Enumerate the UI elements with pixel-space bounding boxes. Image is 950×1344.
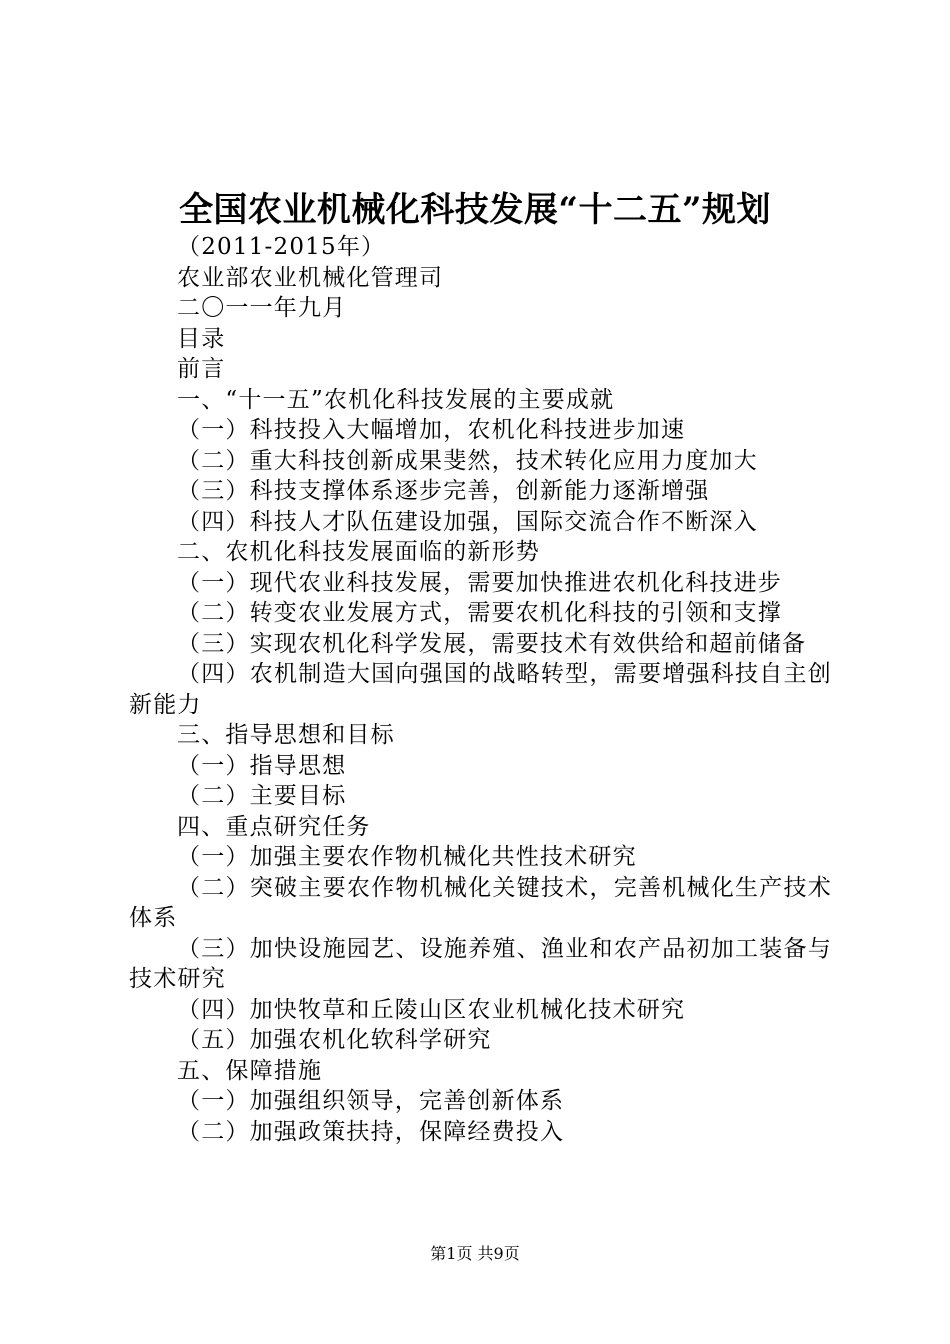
toc-item: 五、保障措施 (177, 1057, 323, 1084)
toc-item: （三）科技支撑体系逐步完善，创新能力逐渐增强 (177, 478, 710, 504)
toc-item: （三）实现农机化科学发展，需要技术有效供给和超前储备 (177, 630, 807, 657)
toc-item: （一）加强组织领导，完善创新体系 (177, 1088, 565, 1114)
toc-item: 前言 (177, 356, 226, 382)
toc-item: （一）科技投入大幅增加，农机化科技进步加速 (177, 417, 686, 443)
toc-item: （一）加强主要农作物机械化共性技术研究 (177, 844, 637, 870)
toc-item: （一）现代农业科技发展，需要加快推进农机化科技进步 (177, 569, 782, 596)
toc-item: （二）主要目标 (177, 783, 347, 809)
toc-item: （四）加快牧草和丘陵山区农业机械化技术研究 (177, 996, 686, 1023)
toc-item: （二）突破主要农作物机械化关键技术，完善机械化生产技术体系 (129, 874, 832, 931)
toc-item: （一）指导思想 (177, 752, 347, 779)
toc-item: （二）加强政策扶持，保障经费投入 (177, 1118, 565, 1145)
page-footer: 第1页 共9页 (430, 1244, 520, 1263)
toc-heading: 目录 (177, 325, 226, 352)
toc-item: 三、指导思想和目标 (177, 722, 395, 748)
toc-item: （三）加快设施园艺、设施养殖、渔业和农产品初加工装备与技术研究 (129, 935, 832, 992)
toc-item: （二）重大科技创新成果斐然，技术转化应用力度加大 (177, 447, 758, 474)
date-range: （2011-2015年） (177, 234, 386, 260)
document-body (129, 232, 832, 1147)
toc-item: 一、“十一五”农机化科技发展的主要成就 (177, 386, 615, 413)
toc-item: （四）科技人才队伍建设加强，国际交流合作不断深入 (177, 508, 758, 535)
document-title: 全国农业机械化科技发展“十二五”规划 (178, 190, 772, 230)
toc-item: （二）转变农业发展方式，需要农机化科技的引领和支撑 (177, 600, 782, 626)
toc-item: （五）加强农机化软科学研究 (177, 1027, 492, 1053)
issue-date: 二〇一一年九月 (177, 295, 347, 321)
toc-item: 四、重点研究任务 (177, 813, 371, 840)
toc-item: （四）农机制造大国向强国的战略转型，需要增强科技自主创新能力 (129, 661, 832, 718)
issuing-department: 农业部农业机械化管理司 (177, 264, 444, 291)
toc-item: 二、农机化科技发展面临的新形势 (177, 539, 540, 565)
